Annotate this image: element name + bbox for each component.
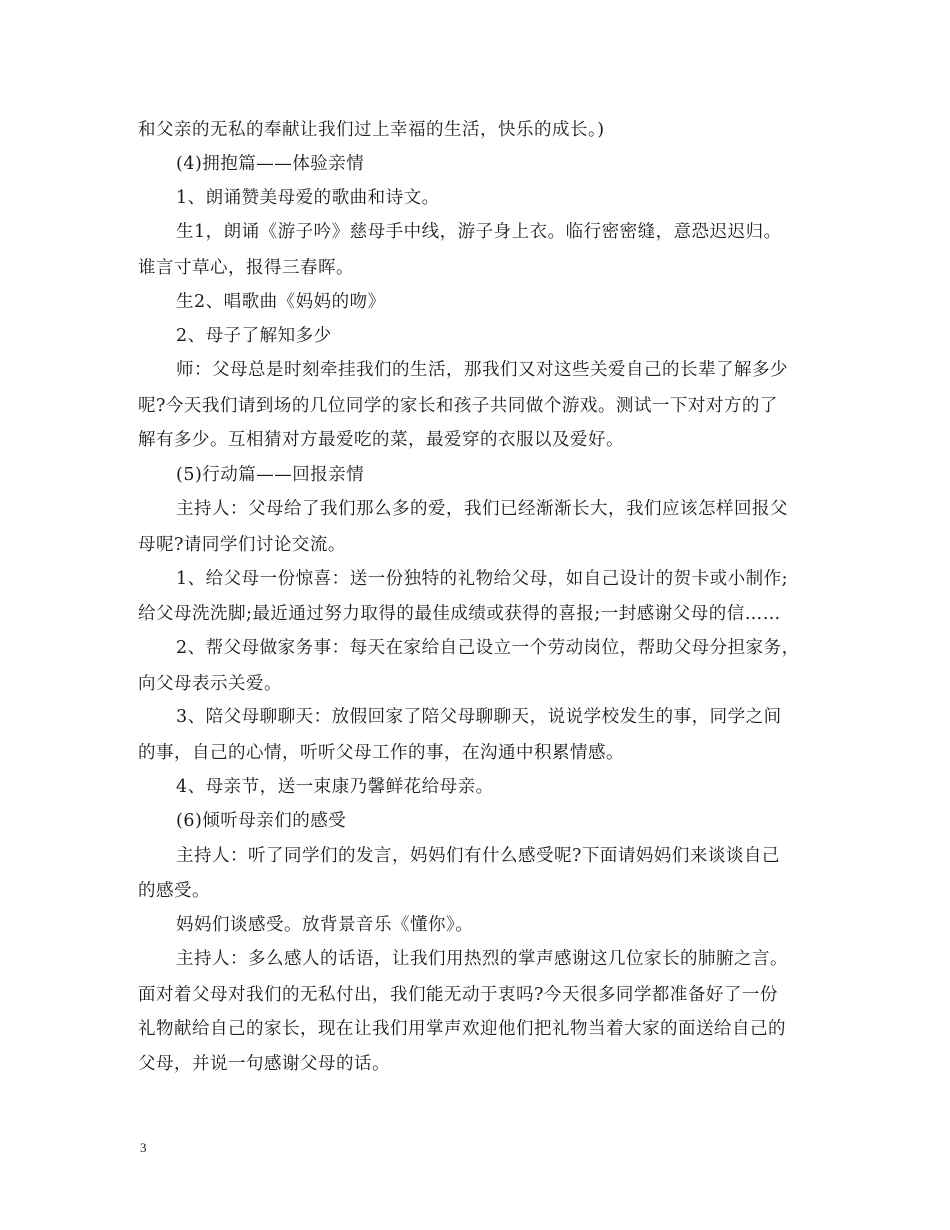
text-line: 解有多少。互相猜对方最爱吃的菜，最爱穿的衣服以及爱好。 [138,430,624,450]
text-line: 向父母表示关爱。 [138,674,282,694]
text-line: 师：父母总是时刻牵挂我们的生活，那我们又对这些关爱自己的长辈了解多少 [176,360,788,380]
text-line: 妈妈们谈感受。放背景音乐《懂你》。 [176,915,474,935]
text-line: 2、帮父母做家务事：每天在家给自己设立一个劳动岗位，帮助父母分担家务， [176,638,800,658]
text-line: 1、给父母一份惊喜：送一份独特的礼物给父母，如自己设计的贺卡或小制作; [176,569,789,589]
text-line: 母呢?请同学们讨论交流。 [138,535,346,555]
text-line: 4、母亲节，送一束康乃馨鲜花给母亲。 [176,777,494,797]
text-line: 父母，并说一句感谢父母的话。 [138,1054,390,1074]
text-line: 主持人：多么感人的话语，让我们用热烈的掌声感谢这几位家长的肺腑之言。 [176,949,788,969]
text-line: 1、朗诵赞美母爱的歌曲和诗文。 [176,188,440,208]
text-line: 给父母洗洗脚;最近通过努力取得的最佳成绩或获得的喜报;一封感谢父母的信…… [138,604,781,624]
text-line: 的事，自己的心情，听听父母工作的事，在沟通中积累情感。 [138,743,624,763]
text-line: 生2、唱歌曲《妈妈的吻》 [176,292,386,312]
text-line: 谁言寸草心，报得三春晖。 [138,258,354,278]
section-heading: (5)行动篇——回报亲情 [176,465,365,485]
text-line: 面对着父母对我们的无私付出，我们能无动于衷吗?今天很多同学都准备好了一份 [138,985,778,1005]
text-line: 和父亲的无私的奉献让我们过上幸福的生活，快乐的成长。) [138,120,605,140]
text-line: 的感受。 [138,881,210,901]
text-line: 3、陪父母聊聊天：放假回家了陪父母聊聊天，说说学校发生的事，同学之间 [176,707,782,727]
text-line: 礼物献给自己的家长，现在让我们用掌声欢迎他们把礼物当着大家的面送给自己的 [138,1019,786,1039]
text-line: 主持人：听了同学们的发言，妈妈们有什么感受呢?下面请妈妈们来谈谈自己 [176,846,780,866]
text-line: 主持人：父母给了我们那么多的爱，我们已经渐渐长大，我们应该怎样回报父 [176,499,788,519]
text-line: 生1，朗诵《游子吟》慈母手中线，游子身上衣。临行密密缝，意恐迟迟归。 [176,222,782,242]
section-heading: (4)拥抱篇——体验亲情 [176,154,365,174]
page-number: 3 [140,1140,147,1155]
section-heading: (6)倾听母亲们的感受 [176,811,347,831]
text-line: 呢?今天我们请到场的几位同学的家长和孩子共同做个游戏。测试一下对对方的了 [138,396,778,416]
text-line: 2、母子了解知多少 [176,326,332,346]
